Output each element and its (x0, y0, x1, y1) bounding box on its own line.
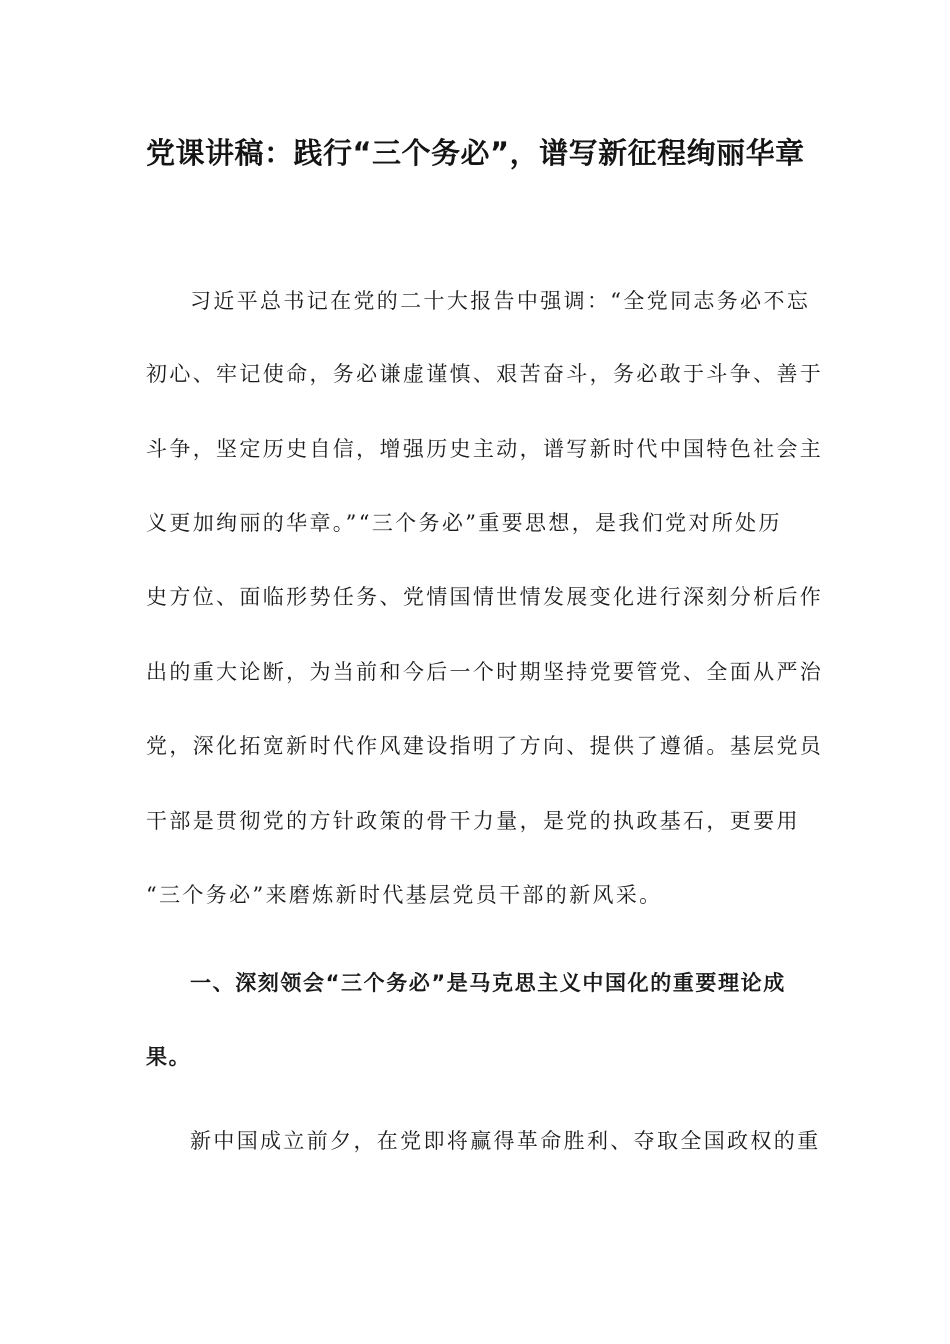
section-heading-line-1: 一、深刻领会“三个务必”是马克思主义中国化的重要理论成 (190, 971, 786, 995)
intro-line-1: 习近平总书记在党的二十大报告中强调：“全党同志务必不忘 (190, 289, 811, 313)
section-heading-line-2: 果。 (146, 1045, 192, 1069)
intro-line-6: 出的重大论断，为当前和今后一个时期坚持党要管党、全面从严治 (146, 660, 824, 684)
intro-line-7: 党，深化拓宽新时代作风建设指明了方向、提供了遵循。基层党员 (146, 734, 824, 758)
intro-line-3: 斗争，坚定历史自信，增强历史主动，谱写新时代中国特色社会主 (146, 437, 824, 461)
intro-line-9: “三个务必”来磨炼新时代基层党员干部的新风采。 (146, 883, 663, 907)
intro-line-4: 义更加绚丽的华章。”“三个务必”重要思想，是我们党对所处历 (146, 511, 782, 535)
intro-line-8: 干部是贯彻党的方针政策的骨干力量，是党的执政基石，更要用 (146, 809, 800, 833)
section-body-line-1: 新中国成立前夕，在党即将赢得革命胜利、夺取全国政权的重 (190, 1129, 821, 1153)
intro-line-5: 史方位、面临形势任务、党情国情世情发展变化进行深刻分析后作 (146, 585, 824, 609)
document-title: 党课讲稿：践行“三个务必”，谱写新征程绚丽华章 (146, 136, 805, 170)
intro-line-2: 初心、牢记使命，务必谦虚谨慎、艰苦奋斗，务必敢于斗争、善于 (146, 362, 824, 386)
